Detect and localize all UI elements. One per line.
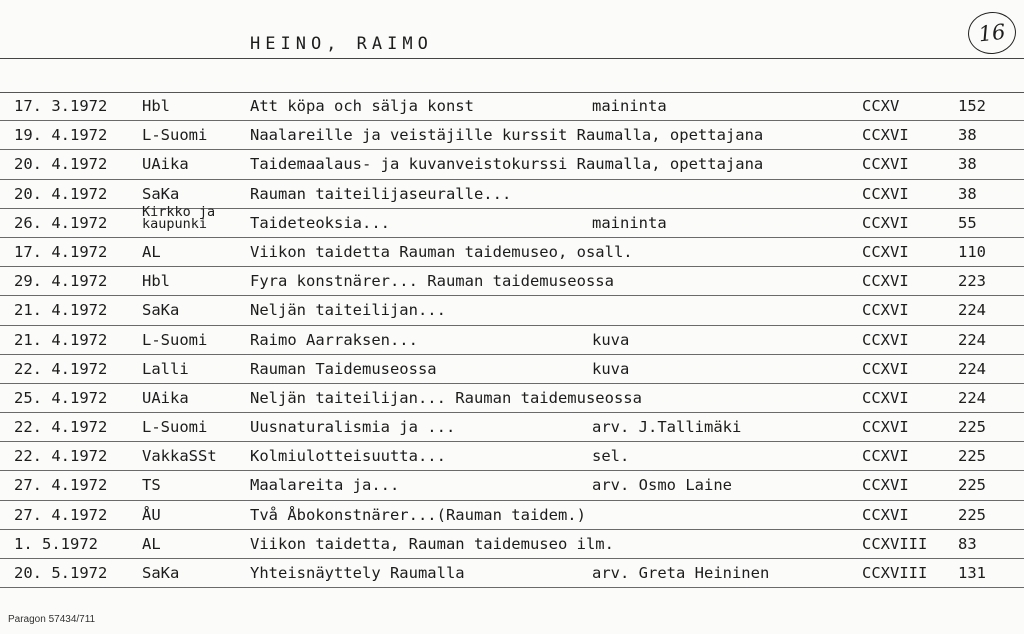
row-volume: CCXVIII [862,534,928,553]
table-row [0,471,1024,500]
row-volume: CCXVI [862,155,909,174]
row-source: AL [142,242,161,261]
row-title: Två Åbokonstnärer...(Rauman taidem.) [250,505,586,524]
table-row [0,559,1024,588]
row-source: L-Suomi [142,418,208,437]
row-volume: CCXVI [862,388,909,407]
row-volume: CCXVI [862,330,909,349]
row-title: Kolmiulotteisuutta... [250,447,446,466]
row-note: kuva [592,359,630,378]
row-volume: CCXVI [862,447,909,466]
table-row [0,326,1024,355]
table-row [0,238,1024,267]
row-date: 21. 4.1972 [14,330,108,349]
row-title: Viikon taidetta Rauman taidemuseo, osall. [250,242,633,261]
row-volume: CCXVI [862,476,909,495]
row-source: TS [142,476,161,495]
row-title: Neljän taiteilijan... Rauman taidemuseossa [250,388,642,407]
row-volume: CCXVI [862,184,909,203]
table-row [0,92,1024,121]
row-date: 22. 4.1972 [14,418,108,437]
footer-print-code: Paragon 57434/711 [8,614,96,625]
table-row [0,355,1024,384]
row-source: UAika [142,388,189,407]
row-title: Taideteoksia... [250,213,390,232]
row-title: Taidemaalaus- ja kuvanveistokurssi Raumalla, opettajana [250,155,764,174]
row-title: Yhteisnäyttely Raumalla [250,564,465,582]
row-page: 83 [958,534,977,553]
row-volume: CCXV [862,97,900,115]
table-row [0,203,1024,238]
row-title: Maalareita ja... [250,476,400,495]
table-row [0,384,1024,413]
row-date: 27. 4.1972 [14,476,108,495]
row-page: 225 [958,476,986,495]
row-note: arv. J.Tallimäki [592,418,742,437]
row-source: SaKa [142,301,180,320]
row-page: 224 [958,388,986,407]
row-volume: CCXVI [862,242,909,261]
row-title: Fyra konstnärer... Rauman taidemuseossa [250,272,614,291]
row-date: 27. 4.1972 [14,505,108,524]
card-title-name: HEINO, RAIMO [250,34,433,54]
row-source: AL [142,534,161,553]
row-source: Kirkko ja kaupunki [142,203,216,232]
row-title: Uusnaturalismia ja ... [250,418,456,437]
row-volume: CCXVIII [862,564,928,582]
row-volume: CCXVI [862,272,909,291]
row-source: SaKa [142,564,180,582]
row-date: 20. 4.1972 [14,184,108,203]
row-title: Raimo Aarraksen... [250,330,418,349]
row-source: ÅU [142,505,161,524]
row-page: 38 [958,184,977,203]
row-date: 17. 4.1972 [14,242,108,261]
row-source: L-Suomi [142,126,208,145]
row-date: 26. 4.1972 [14,213,108,232]
row-volume: CCXVI [862,126,909,145]
row-page: 225 [958,418,986,437]
table-row [0,442,1024,471]
row-page: 223 [958,272,986,291]
row-date: 20. 4.1972 [14,155,108,174]
row-page: 38 [958,155,977,174]
row-page: 224 [958,301,986,320]
table-row [0,267,1024,296]
row-page: 224 [958,330,986,349]
row-page: 55 [958,213,977,232]
row-page: 225 [958,447,986,466]
row-date: 22. 4.1972 [14,359,108,378]
row-page: 152 [958,97,986,115]
row-source: Lalli [142,359,189,378]
row-date: 21. 4.1972 [14,301,108,320]
row-source: Hbl [142,272,170,291]
row-title: Neljän taiteilijan... [250,301,446,320]
row-note: maininta [592,213,667,232]
table-row [0,530,1024,559]
row-title: Att köpa och sälja konst [250,97,474,115]
row-date: 20. 5.1972 [14,564,108,582]
row-title: Rauman taiteilijaseuralle... [250,184,512,203]
row-date: 29. 4.1972 [14,272,108,291]
table-row [0,501,1024,530]
row-source: Hbl [142,97,170,115]
row-page: 110 [958,242,986,261]
row-date: 17. 3.1972 [14,97,108,115]
table-row [0,413,1024,442]
row-source: L-Suomi [142,330,208,349]
row-volume: CCXVI [862,213,909,232]
row-note: maininta [592,97,667,115]
row-date: 19. 4.1972 [14,126,108,145]
row-source: VakkaSSt [142,447,217,466]
row-note: arv. Greta Heininen [592,564,770,582]
row-date: 1. 5.1972 [14,534,98,553]
row-note: arv. Osmo Laine [592,476,732,495]
table-row [0,296,1024,325]
row-source: UAika [142,155,189,174]
clipping-list [0,92,1024,588]
header-rule [0,58,1024,59]
row-note: sel. [592,447,630,466]
row-date: 25. 4.1972 [14,388,108,407]
row-page: 38 [958,126,977,145]
row-volume: CCXVI [862,418,909,437]
row-source: SaKa [142,184,180,203]
row-title: Viikon taidetta, Rauman taidemuseo ilm. [250,534,614,553]
row-page: 131 [958,564,986,582]
row-title: Rauman Taidemuseossa [250,359,437,378]
row-note: kuva [592,330,630,349]
table-row [0,150,1024,179]
row-volume: CCXVI [862,301,909,320]
row-page: 225 [958,505,986,524]
row-page: 224 [958,359,986,378]
row-volume: CCXVI [862,505,909,524]
page-number-circle: 16 [966,10,1018,57]
row-volume: CCXVI [862,359,909,378]
row-title: Naalareille ja veistäjille kurssit Raumalla, opettajana [250,126,764,145]
table-row [0,121,1024,150]
row-date: 22. 4.1972 [14,447,108,466]
